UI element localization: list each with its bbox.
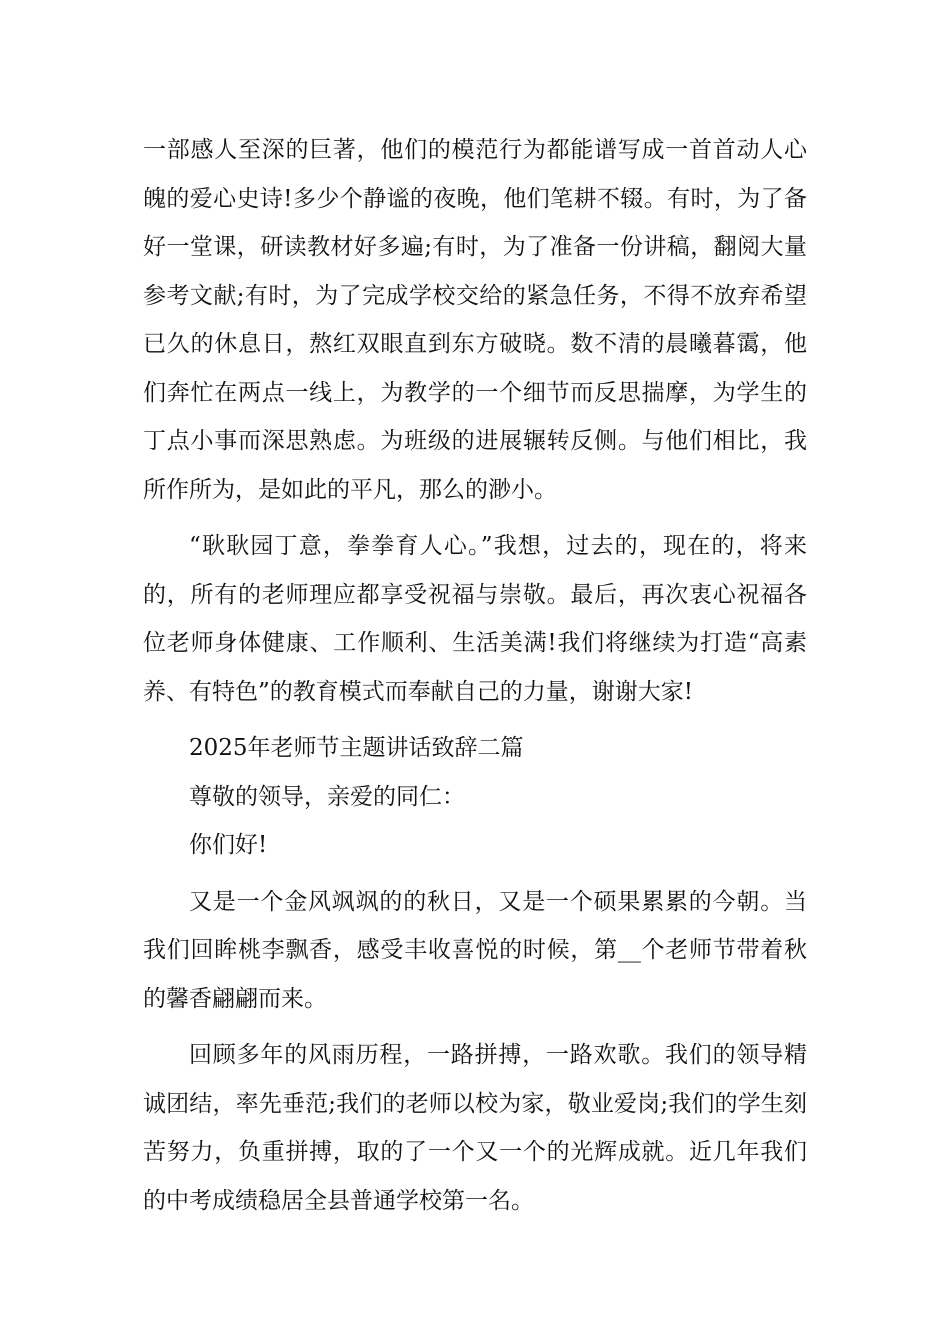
greeting: 你们好! [189,832,268,858]
document-body [143,126,807,1225]
speech-title: 2025年老师节主题讲话致辞二篇 [189,735,524,761]
paragraph-continuation: 一部感人至深的巨著，他们的模范行为都能谱写成一首首动人心魄的爱心史诗!多少个静谧的夜晚，他们笔耕不辍。有时，为了备好一堂课，研读教材好多遍;有时，为了准备一份讲稿，翻阅大量参考文献;有时，为了完成学校交给的紧急任务，不得不放弃希望已久的休息日，熬红双眼直到东方破晓。数不清的晨曦暮霭，他们奔忙在两点一线上，为教学的一个细节而反思揣摩，为学生的丁点小事而深思熟虑。为班级的进展辗转反侧。与他们相比，我所作所为，是如此的平凡，那么的渺小。 [143,137,807,503]
salutation: 尊敬的领导，亲爱的同仁： [189,783,465,810]
paragraph-review: 回顾多年的风雨历程，一路拼搏，一路欢歌。我们的领导精诚团结，率先垂范;我们的老师以校为家，敬业爱岗;我们的学生刻苦努力，负重拼搏，取的了一个又一个的光辉成就。近几年我们的中考成绩稳居全县普通学校第一名。 [143,1042,807,1214]
paragraph-autumn: 又是一个金风飒飒的的秋日，又是一个硕果累累的今朝。当我们回眸桃李飘香，感受丰收喜悦的时候，第__个老师节带着秋的馨香翩翩而来。 [143,888,807,1012]
paragraph-closing-wishes: “耿耿园丁意，拳拳育人心。”我想，过去的，现在的，将来的，所有的老师理应都享受祝福与崇敬。最后，再次衷心祝福各位老师身体健康、工作顺利、生活美满!我们将继续为打造“高素养、有特色”的教育模式而奉献自己的力量，谢谢大家! [143,533,807,705]
